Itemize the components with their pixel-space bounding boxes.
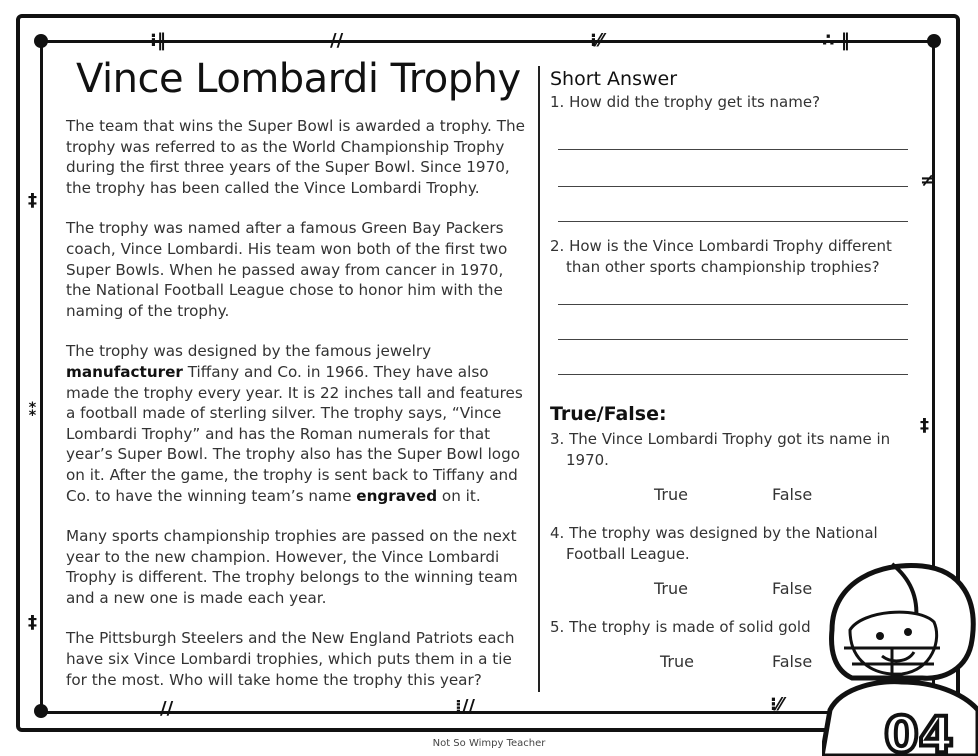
passage-paragraph-3: [66, 341, 528, 506]
answer-line[interactable]: [558, 221, 908, 222]
doodle-icon: ‡: [920, 415, 929, 436]
vocab-word-manufacturer: manufacturer: [66, 362, 183, 381]
doodle-icon: ‡: [28, 612, 37, 633]
column-divider: [538, 66, 540, 692]
doodle-icon: ∴ ‖: [822, 30, 850, 51]
doodle-icon: ⁝⁄⁄: [590, 30, 603, 51]
doodle-icon: //: [160, 698, 174, 719]
doodle-icon: ‡: [28, 190, 37, 211]
passage-paragraph-2: The trophy was named after a famous Green Bay Packers coach, Vince Lombardi. His team won both of the first two Super Bowls. When he passed away from cancer in 1970, the National Football League chose to honor him with the naming of the trophy.: [66, 219, 508, 320]
passage-text: on it.: [441, 486, 481, 505]
question-5: 5. The trophy is made of solid gold: [550, 618, 811, 636]
passage-paragraph-5: The Pittsburgh Steelers and the New England Patriots each have six Vince Lombardi trophies, which puts them in a tie for the most. Who will take home the trophy this year?: [66, 629, 515, 689]
question-2: 2. How is the Vince Lombardi Trophy different than other sports championship trophies?: [550, 237, 892, 276]
doodle-icon: //: [330, 30, 344, 51]
passage-paragraph-4: Many sports championship trophies are passed on the next year to the new champion. However, the Vince Lombardi Trophy is different. The trophy belongs to the winning team and a new one is made each year.: [66, 527, 518, 607]
passage-text: Tiffany and Co. in 1966. They have also made the trophy every year. It is 22 inches tall and features a football made of sterling silver. The trophy says, “Vince Lombardi Trophy” and has the Roman numerals for that year’s Super Bowl. The trophy also has the Super Bowl logo on it. After the game, the trophy is sent back to Tiffany and Co. to have the winning team’s name: [66, 362, 523, 505]
doodle-icon: ⁞//: [455, 696, 475, 717]
short-answer-heading: Short Answer: [550, 68, 678, 90]
doodle-icon: ⁝⁄⁄: [770, 694, 783, 715]
true-false-heading: True/False:: [550, 403, 667, 425]
answer-choices-3: [550, 485, 910, 507]
corner-dot-bottom-left: [34, 704, 48, 718]
corner-dot-top-left: [34, 34, 48, 48]
question-3: 3. The Vince Lombardi Trophy got its name in 1970.: [550, 430, 891, 469]
question-4: 4. The trophy was designed by the National Football League.: [550, 524, 878, 563]
answer-line[interactable]: [558, 149, 908, 150]
true-option[interactable]: True: [654, 579, 688, 598]
answer-line[interactable]: [558, 186, 908, 187]
passage-paragraph-1: The team that wins the Super Bowl is awarded a trophy. The trophy was referred to as the World Championship Trophy during the first three years of the Super Bowl. Since 1970, the trophy has been called the Vince Lombardi Trophy.: [66, 117, 525, 197]
eye-icon: [876, 632, 884, 640]
passage-text: The trophy was designed by the famous jewelry: [66, 342, 432, 361]
answer-line[interactable]: [558, 339, 908, 340]
corner-dot-top-right: [927, 34, 941, 48]
eye-icon: [904, 628, 912, 636]
reading-passage: [66, 116, 528, 710]
doodle-icon: ⁑: [28, 400, 38, 421]
vocab-word-engraved: engraved: [356, 486, 438, 505]
footer-credit: Not So Wimpy Teacher: [432, 738, 546, 749]
doodle-icon: ⁝‖: [150, 30, 166, 51]
answer-line[interactable]: [558, 304, 908, 305]
answer-line[interactable]: [558, 374, 908, 375]
true-option[interactable]: True: [654, 485, 688, 504]
false-option[interactable]: False: [772, 652, 813, 671]
true-option[interactable]: True: [660, 652, 694, 671]
jersey-number: 04: [884, 706, 954, 756]
false-option[interactable]: False: [772, 485, 813, 504]
false-option[interactable]: False: [772, 579, 813, 598]
doodle-icon: ≠: [920, 170, 936, 191]
page-title: Vince Lombardi Trophy: [76, 56, 521, 102]
question-1: 1. How did the trophy get its name?: [550, 93, 821, 111]
football-player-mascot: [822, 560, 978, 756]
